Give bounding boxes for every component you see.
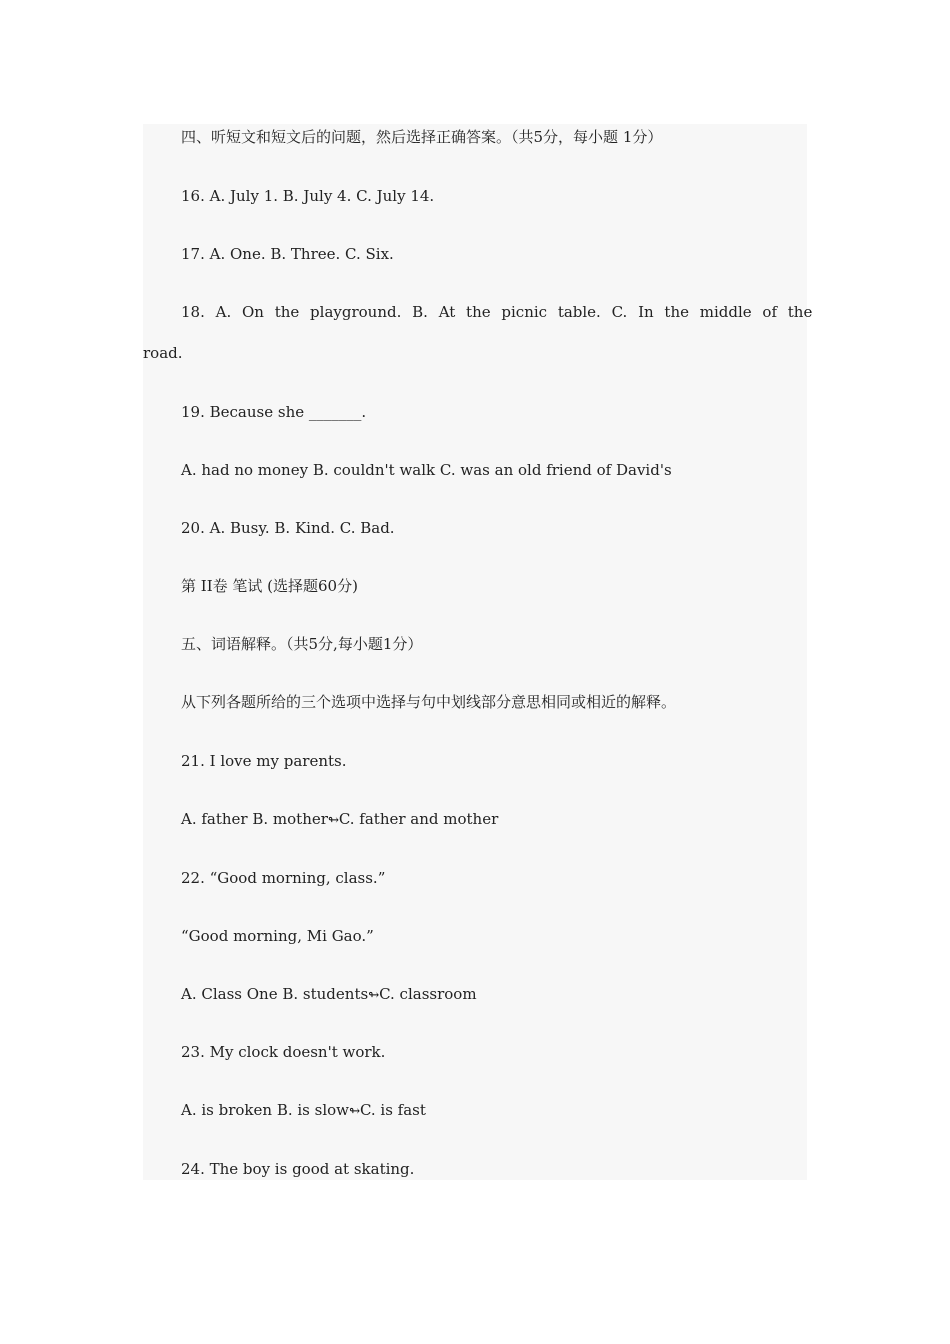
question-22-options-part1: A. Class One B. students [181,985,369,1003]
tab-arrow-icon: ↬ [349,1104,360,1119]
section-five-heading: 五、词语解释。（共5分,每小题1分） [181,635,423,653]
question-18-continued: road. [143,344,183,362]
question-21: 21. I love my parents. [181,752,347,770]
question-23-options-part2: C. is fast [359,1101,426,1119]
tab-arrow-icon: ↬ [327,813,339,828]
question-22-reply: “Good morning, Mi Gao.” [181,927,374,945]
section-four-heading: 四、听短文和短文后的问题，然后选择正确答案。（共5分，每小题 1分） [181,128,663,146]
question-22-options [181,985,477,1005]
question-22: 22. “Good morning, class.” [181,869,386,887]
section-five-instructions: 从下列各题所给的三个选项中选择与句中划线部分意思相同或相近的解释。 [181,693,677,711]
question-19-options: A. had no money B. couldn't walk C. was an old friend of David's [181,461,672,479]
question-20: 20. A. Busy. B. Kind. C. Bad. [181,519,395,537]
question-17: 17. A. One. B. Three. C. Six. [181,245,394,263]
question-22-options-part2: C. classroom [379,985,477,1003]
question-18: 18. A. On the playground. B. At the picnic table. C. In the middle of the [181,303,813,321]
question-19: 19. Because she _______. [181,403,367,421]
question-21-options [181,810,498,830]
part-two-heading: 第 II卷 笔试 (选择题60分) [181,577,358,595]
question-23-options-part1: A. is broken B. is slow [181,1101,350,1119]
question-24: 24. The boy is good at skating. [181,1160,415,1178]
tab-arrow-icon: ↬ [368,988,380,1003]
question-16: 16. A. July 1. B. July 4. C. July 14. [181,187,435,205]
document-page [143,124,813,1180]
question-21-options-part1: A. father B. mother [181,810,328,828]
question-23-options [181,1101,426,1121]
question-23: 23. My clock doesn't work. [181,1043,386,1061]
question-21-options-part2: C. father and mother [338,810,499,828]
